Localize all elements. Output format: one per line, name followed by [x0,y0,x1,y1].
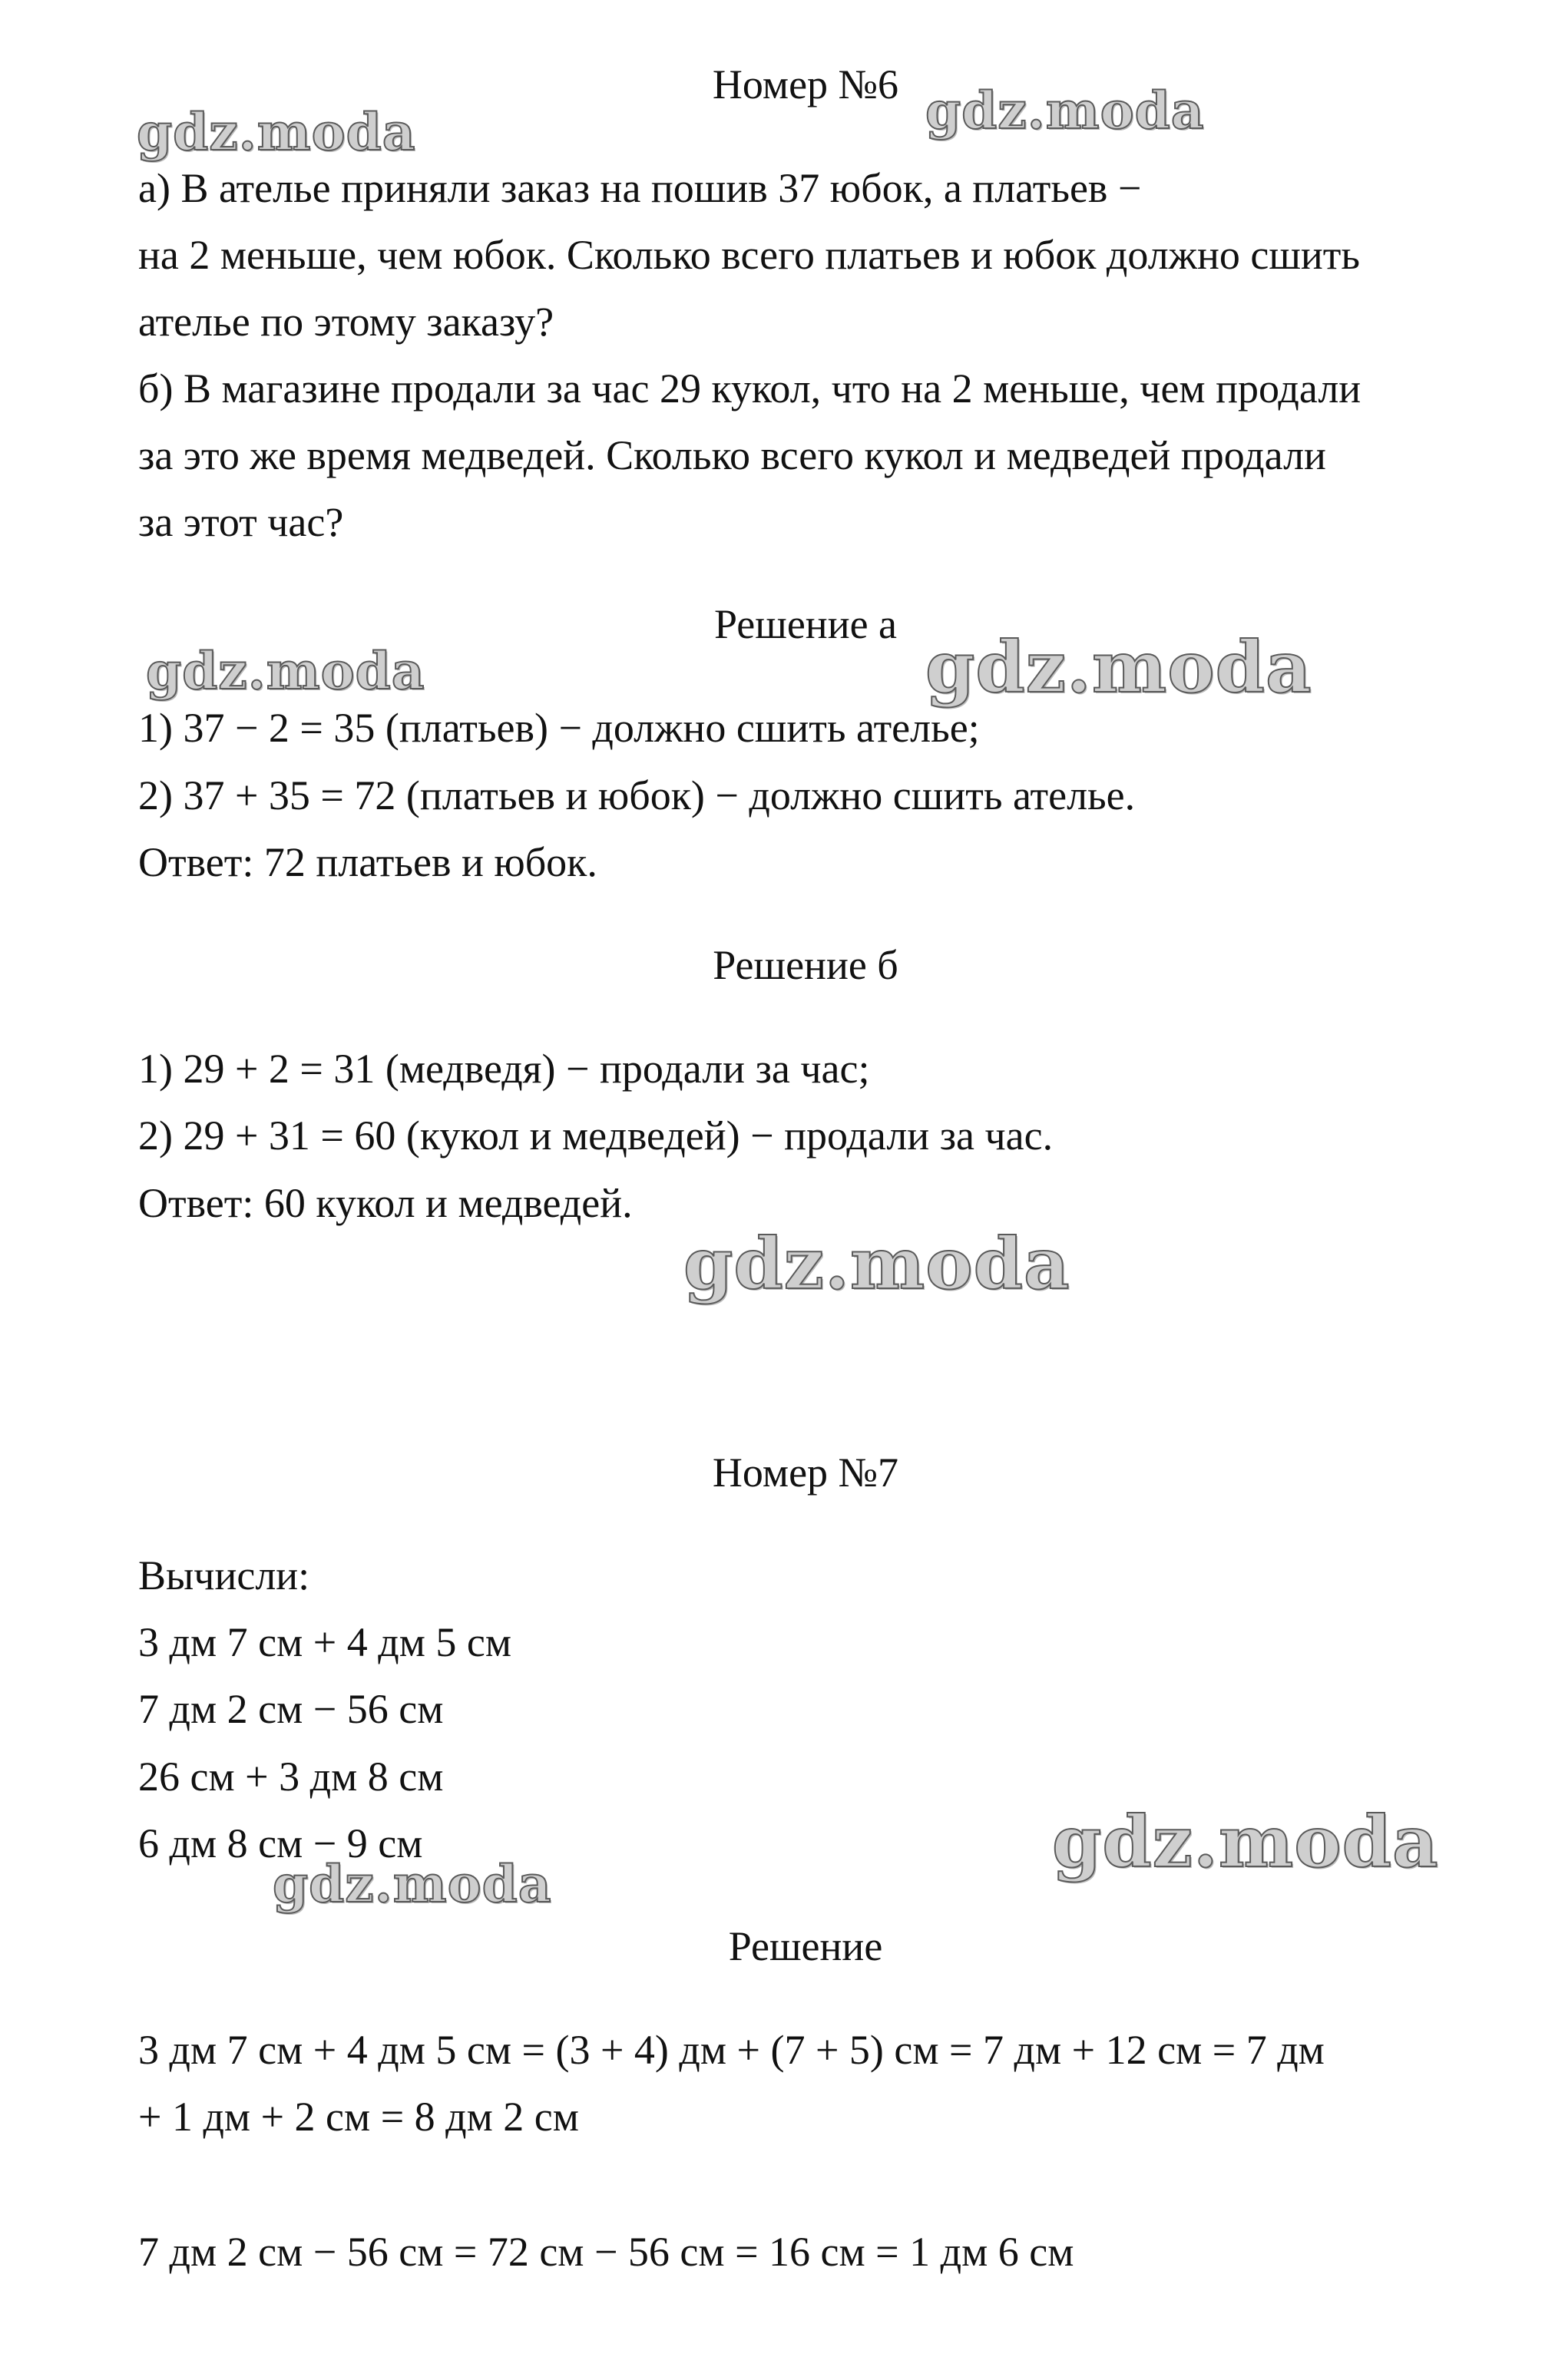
solution-b-line: 1) 29 + 2 = 31 (медведя) − продали за час; [138,1046,870,1092]
solution-b-heading: Решение б [713,942,898,988]
task7-line: 6 дм 8 см − 9 см [138,1820,423,1866]
watermark-logo: gdz.moda [925,626,1312,709]
task7-line: Вычисли: [138,1552,310,1598]
task6-line: а) В ателье приняли заказ на пошив 37 юбок, а платьев − [138,165,1142,211]
watermark-logo: gdz.moda [683,1222,1070,1305]
task7-heading: Номер №7 [712,1449,899,1496]
watermark-logo: gdz.moda [1052,1800,1439,1883]
task6-heading: Номер №6 [712,61,899,107]
task7-solution-heading: Решение [728,1923,883,1969]
watermark-logo: gdz.moda [273,1854,552,1914]
solution-a-heading: Решение а [713,601,898,647]
solution-a-line: 1) 37 − 2 = 35 (платьев) − должно сшить ателье; [138,705,980,751]
task6-line: за этот час? [138,499,344,545]
task7-solution-line: 3 дм 7 см + 4 дм 5 см = (3 + 4) дм + (7 + 5) см = 7 дм + 12 см = 7 дм [138,2027,1325,2073]
task7-line: 26 см + 3 дм 8 см [138,1754,444,1800]
task7-line: 3 дм 7 см + 4 дм 5 см [138,1619,512,1665]
task6-line: на 2 меньше, чем юбок. Сколько всего платьев и юбок должно сшить [138,232,1361,278]
task7-solution-line: + 1 дм + 2 см = 8 дм 2 см [138,2094,579,2140]
solution-b-answer: Ответ: 60 кукол и медведей. [138,1180,633,1226]
watermark-logo: gdz.moda [925,81,1205,140]
task6-line: б) В магазине продали за час 29 кукол, что на 2 меньше, чем продали [138,365,1362,412]
solution-a-line: 2) 37 + 35 = 72 (платьев и юбок) − должно сшить ателье. [138,772,1136,818]
task7-line: 7 дм 2 см − 56 см [138,1686,444,1732]
watermark-logo: gdz.moda [146,641,425,701]
solution-a-answer: Ответ: 72 платьев и юбок. [138,839,597,885]
task6-line: за это же время медведей. Сколько всего кукол и медведей продали [138,432,1326,478]
watermark-logo: gdz.moda [137,102,416,162]
task6-line: ателье по этому заказу? [138,299,554,345]
solution-b-line: 2) 29 + 31 = 60 (кукол и медведей) − продали за час. [138,1112,1054,1159]
task7-solution-line: 7 дм 2 см − 56 см = 72 см − 56 см = 16 см = 1 дм 6 см [138,2229,1074,2275]
